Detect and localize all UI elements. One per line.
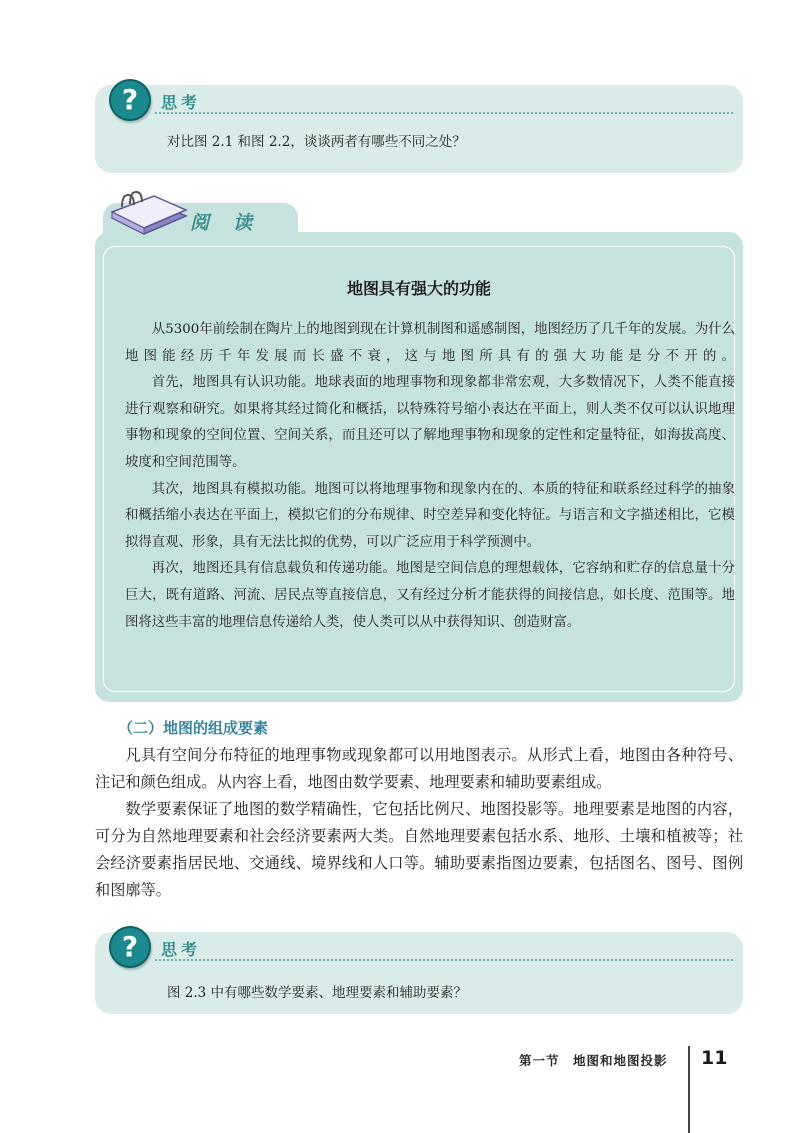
section-paragraph: 数学要素保证了地图的数学精确性，它包括比例尺、地图投影等。地理要素是地图的内容，可分为自然地理要素和社会经济要素两大类。自然地理要素包括水系、地形、土壤和植被等；社会经济要素指居民地、交通线、境界线和人口等。辅助要素指图边要素，包括图名、图号、图例和图廓等。 bbox=[95, 800, 743, 899]
think-question: 图 2.3 中有哪些数学要素、地理要素和辅助要素？ bbox=[167, 985, 468, 1001]
section-body bbox=[95, 742, 743, 904]
think-box-top bbox=[95, 85, 743, 173]
page-number: 11 bbox=[701, 1047, 728, 1069]
notebook-icon bbox=[108, 188, 188, 238]
footer-divider bbox=[688, 1046, 690, 1133]
reading-inner-frame bbox=[103, 246, 735, 692]
section-heading: （二）地图的组成要素 bbox=[118, 719, 269, 737]
reading-label: 阅读 bbox=[190, 212, 277, 234]
reading-paragraph: 其次，地图具有模拟功能。地图可以将地理事物和现象内在的、本质的特征和联系经过科学的抽象和概括缩小表达在平面上，模拟它们的分布规律、时空差异和变化特征。与语言和文字描述相比，它模拟得直观、形象，具有无法比拟的优势，可以广泛应用于科学预测中。 bbox=[125, 481, 735, 550]
footer-chapter: 第一节 地图和地图投影 bbox=[519, 1053, 668, 1068]
reading-paragraph: 再次，地图还具有信息载负和传递功能。地图是空间信息的理想载体，它容纳和贮存的信息量十分巨大，既有道路、河流、居民点等直接信息，又有经过分析才能获得的间接信息，如长度、范围等。地图将这些丰富的地理信息传递给人类，使人类可以从中获得知识、创造财富。 bbox=[125, 561, 735, 630]
think-box-bottom bbox=[95, 932, 743, 1014]
question-mark-icon: ? bbox=[109, 926, 151, 968]
dotted-divider bbox=[155, 959, 733, 961]
reading-paragraph: 首先，地图具有认识功能。地球表面的地理事物和现象都非常宏观，大多数情况下，人类不能直接进行观察和研究。如果将其经过简化和概括，以特殊符号缩小表达在平面上，则人类不仅可以认识地理事物和现象的空间位置、空间关系，而且还可以了解地理事物和现象的定性和定量特征，如海拔高度、坡度和空间范围等。 bbox=[125, 375, 735, 470]
think-label: 思考 bbox=[161, 940, 202, 959]
dotted-divider bbox=[155, 112, 733, 114]
reading-title: 地图具有强大的功能 bbox=[346, 279, 491, 298]
reading-box bbox=[95, 232, 743, 702]
think-question: 对比图 2.1 和图 2.2，谈谈两者有哪些不同之处？ bbox=[167, 134, 466, 150]
reading-body bbox=[125, 317, 735, 636]
section-paragraph: 凡具有空间分布特征的地理事物或现象都可以用地图表示。从形式上看，地图由各种符号、注记和颜色组成。从内容上看，地图由数学要素、地理要素和辅助要素组成。 bbox=[95, 746, 743, 791]
question-mark-icon: ? bbox=[109, 79, 151, 121]
reading-paragraph: 从5300年前绘制在陶片上的地图到现在计算机制图和遥感制图，地图经历了几千年的发展。为什么地图能经历千年发展而长盛不衰，这与地图所具有的强大功能是分不开的。 bbox=[125, 322, 735, 364]
think-label: 思考 bbox=[161, 93, 202, 112]
